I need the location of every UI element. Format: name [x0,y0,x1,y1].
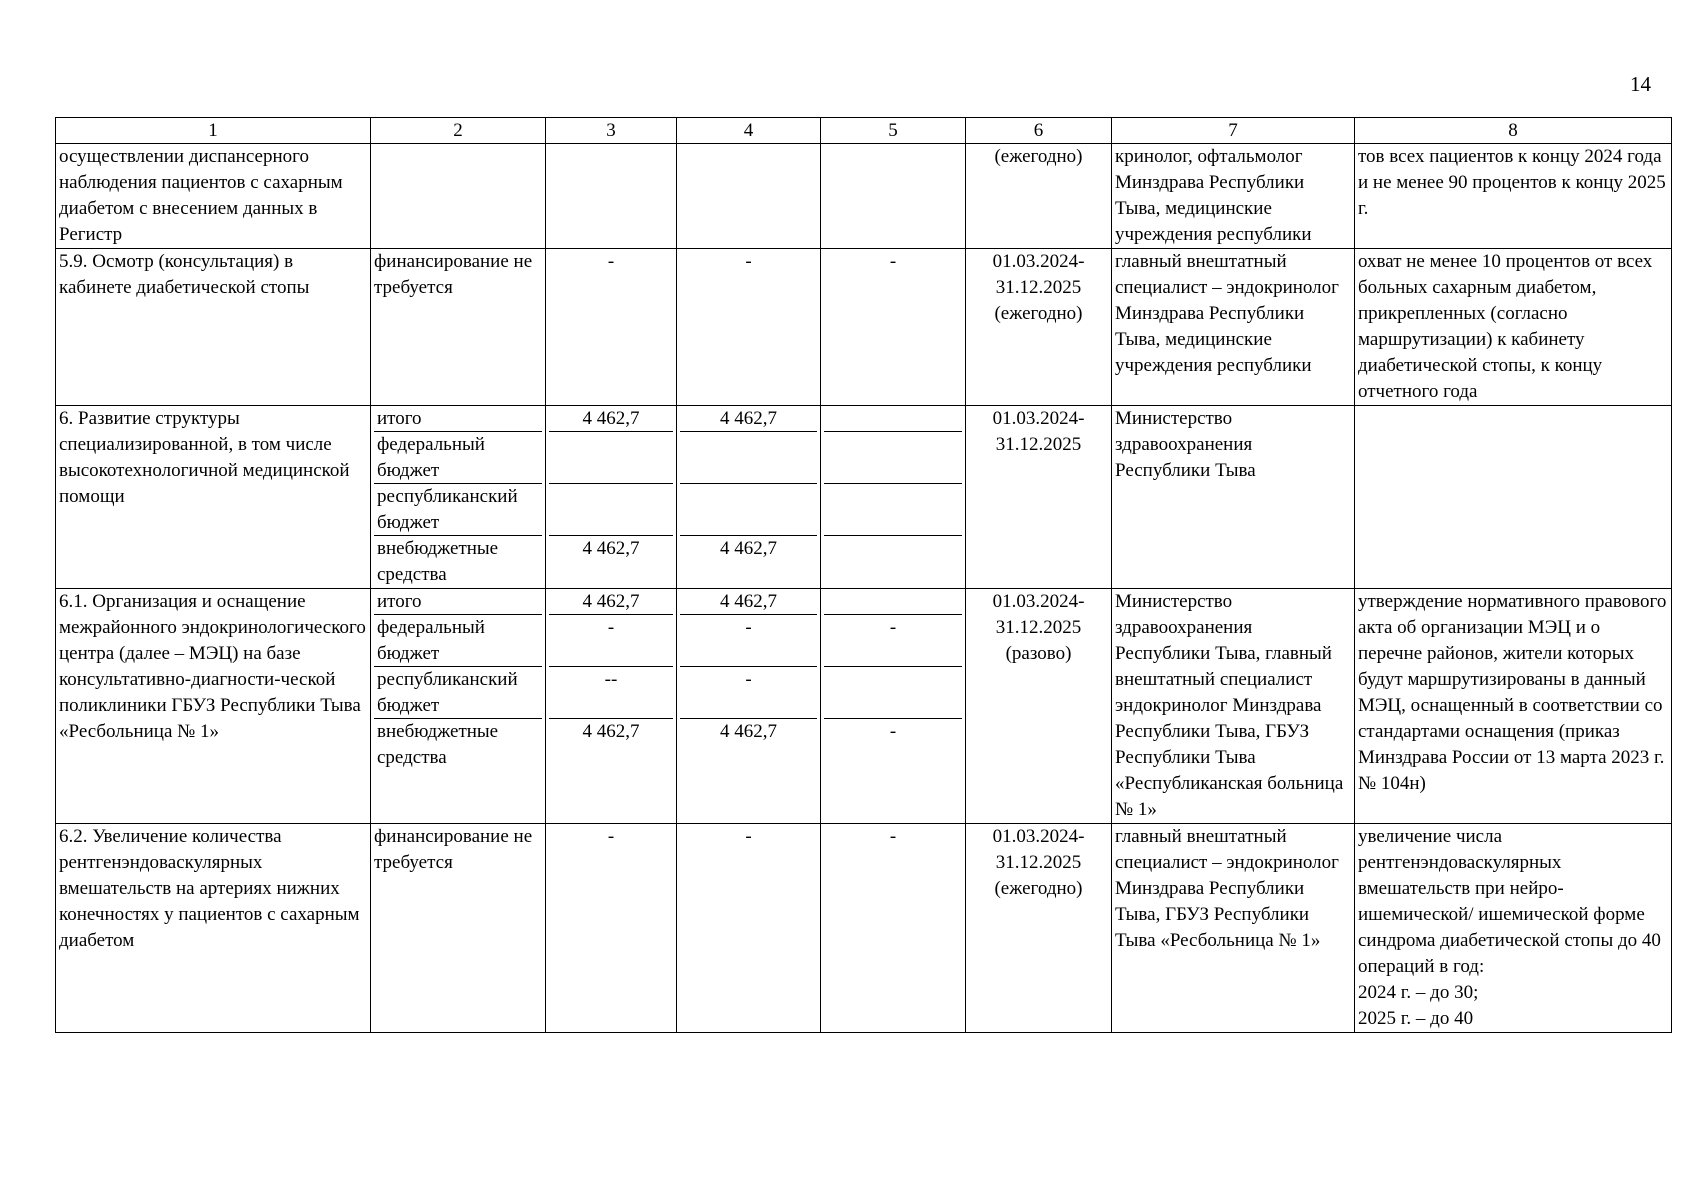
responsible-cell: главный внештатный специалист – эндокринолог Минздрава Республики Тыва, медицинские учреждения республики [1112,249,1355,406]
activity-cell: 5.9. Осмотр (консультация) в кабинете диабетической стопы [56,249,371,406]
page-number: 14 [1630,72,1651,96]
amount-value [549,484,673,536]
funding-cell: финансирование не требуется [371,824,546,1033]
funding-source: федеральный бюджет [374,615,542,667]
activity-cell: 6. Развитие структуры специализированной, в том числе высокотехнологичной медицинской помощи [56,406,371,589]
amount-cell [821,589,966,824]
amount-value [824,484,962,536]
result-cell [1355,406,1672,589]
responsible-cell: кринолог, офтальмолог Минздрава Республики Тыва, медицинские учреждения республики [1112,144,1355,249]
amount-value: 4 462,7 [549,406,673,432]
result-cell: тов всех пациентов к концу 2024 года и не менее 90 процентов к концу 2025 г. [1355,144,1672,249]
responsible-cell: Министерство здравоохранения Республики Тыва [1112,406,1355,589]
amount-value: - [680,615,817,667]
funding-source: итого [374,589,542,615]
result-cell [1355,824,1672,1033]
amount-cell [821,406,966,589]
column-header: 4 [677,118,821,144]
amount-cell: - [546,249,677,406]
result-line: 2025 г. – до 40 [1358,1008,1474,1029]
column-header: 7 [1112,118,1355,144]
amount-cell [546,589,677,824]
result-cell: утверждение нормативного правового акта об организации МЭЦ и о перечне районов, жители которых будут маршрутизированы в данный МЭЦ, оснащенный в соответствии со стандартами оснащения (приказ Минздрава России от 13 марта 2023 г. № 104н) [1355,589,1672,824]
amount-cell [546,144,677,249]
amount-cell: - [546,824,677,1033]
result-line: 2024 г. – до 30; [1358,982,1479,1003]
funding-cell: финансирование не требуется [371,249,546,406]
amount-cell [546,406,677,589]
plan-table [55,117,1672,1033]
activity-cell: 6.2. Увеличение количества рентгенэндоваскулярных вмешательств на артериях нижних конечностях у пациентов с сахарным диабетом [56,824,371,1033]
column-header: 3 [546,118,677,144]
amount-value: 4 462,7 [720,538,777,559]
amount-value: - [680,667,817,719]
amount-value [680,432,817,484]
term-cell: 01.03.2024-31.12.2025 (ежегодно) [966,824,1112,1033]
amount-value: - [889,721,897,742]
column-header: 5 [821,118,966,144]
term-cell: (ежегодно) [966,144,1112,249]
responsible-cell: главный внештатный специалист – эндокринолог Минздрава Республики Тыва, ГБУЗ Республики Тыва «Ресбольница № 1» [1112,824,1355,1033]
funding-cell [371,406,546,589]
amount-cell [677,144,821,249]
funding-source: итого [374,406,542,432]
amount-cell: - [677,249,821,406]
funding-source: внебюджетные средства [377,721,499,768]
term-cell: 01.03.2024-31.12.2025 [966,406,1112,589]
funding-source: внебюджетные средства [377,538,499,585]
amount-value: - [549,615,673,667]
table-row [56,824,1672,1033]
funding-cell [371,144,546,249]
responsible-cell: Министерство здравоохранения Республики Тыва, главный внештатный специалист эндокринолог Минздрава Республики Тыва, ГБУЗ Республики Тыва «Республиканская больница № 1» [1112,589,1355,824]
amount-cell [677,589,821,824]
amount-value: 4 462,7 [680,589,817,615]
amount-value: 4 462,7 [720,721,777,742]
table-row [56,589,1672,824]
activity-cell: осуществлении диспансерного наблюдения пациентов с сахарным диабетом с внесением данных в Регистр [56,144,371,249]
amount-value [824,432,962,484]
amount-value: -- [549,667,673,719]
column-header: 2 [371,118,546,144]
table-row [56,406,1672,589]
table-row [56,144,1672,249]
result-text: увеличение числа рентгенэндоваскулярных вмешательств при нейро-ишемической/ ишемической форме синдрома диабетической стопы до 40 операций в год: [1358,826,1661,977]
result-cell: охват не менее 10 процентов от всех больных сахарным диабетом, прикрепленных (согласно маршрутизации) к кабинету диабетической стопы, к концу отчетного года [1355,249,1672,406]
column-header: 1 [56,118,371,144]
amount-cell: - [677,824,821,1033]
funding-cell [371,589,546,824]
funding-source: федеральный бюджет [374,432,542,484]
term-cell: 01.03.2024-31.12.2025 (разово) [966,589,1112,824]
amount-cell: - [821,824,966,1033]
table-row [56,249,1672,406]
amount-value: 4 462,7 [582,538,640,559]
activity-cell: 6.1. Организация и оснащение межрайонного эндокринологического центра (далее – МЭЦ) на базе консультативно-диагности-ческой поликлиники ГБУЗ Республики Тыва «Ресбольница № 1» [56,589,371,824]
header-row [56,118,1672,144]
amount-cell [821,144,966,249]
amount-value [824,667,962,719]
amount-value [824,536,962,588]
funding-source: республиканский бюджет [374,484,542,536]
amount-cell: - [821,249,966,406]
amount-value: 4 462,7 [582,721,640,742]
column-header: 6 [966,118,1112,144]
column-header: 8 [1355,118,1672,144]
amount-cell [677,406,821,589]
amount-value [824,406,962,432]
funding-source: республиканский бюджет [374,667,542,719]
term-cell: 01.03.2024-31.12.2025 (ежегодно) [966,249,1112,406]
amount-value: 4 462,7 [549,589,673,615]
amount-value [549,432,673,484]
amount-value [680,484,817,536]
amount-value: - [824,615,962,667]
amount-value [824,589,962,615]
amount-value: 4 462,7 [680,406,817,432]
